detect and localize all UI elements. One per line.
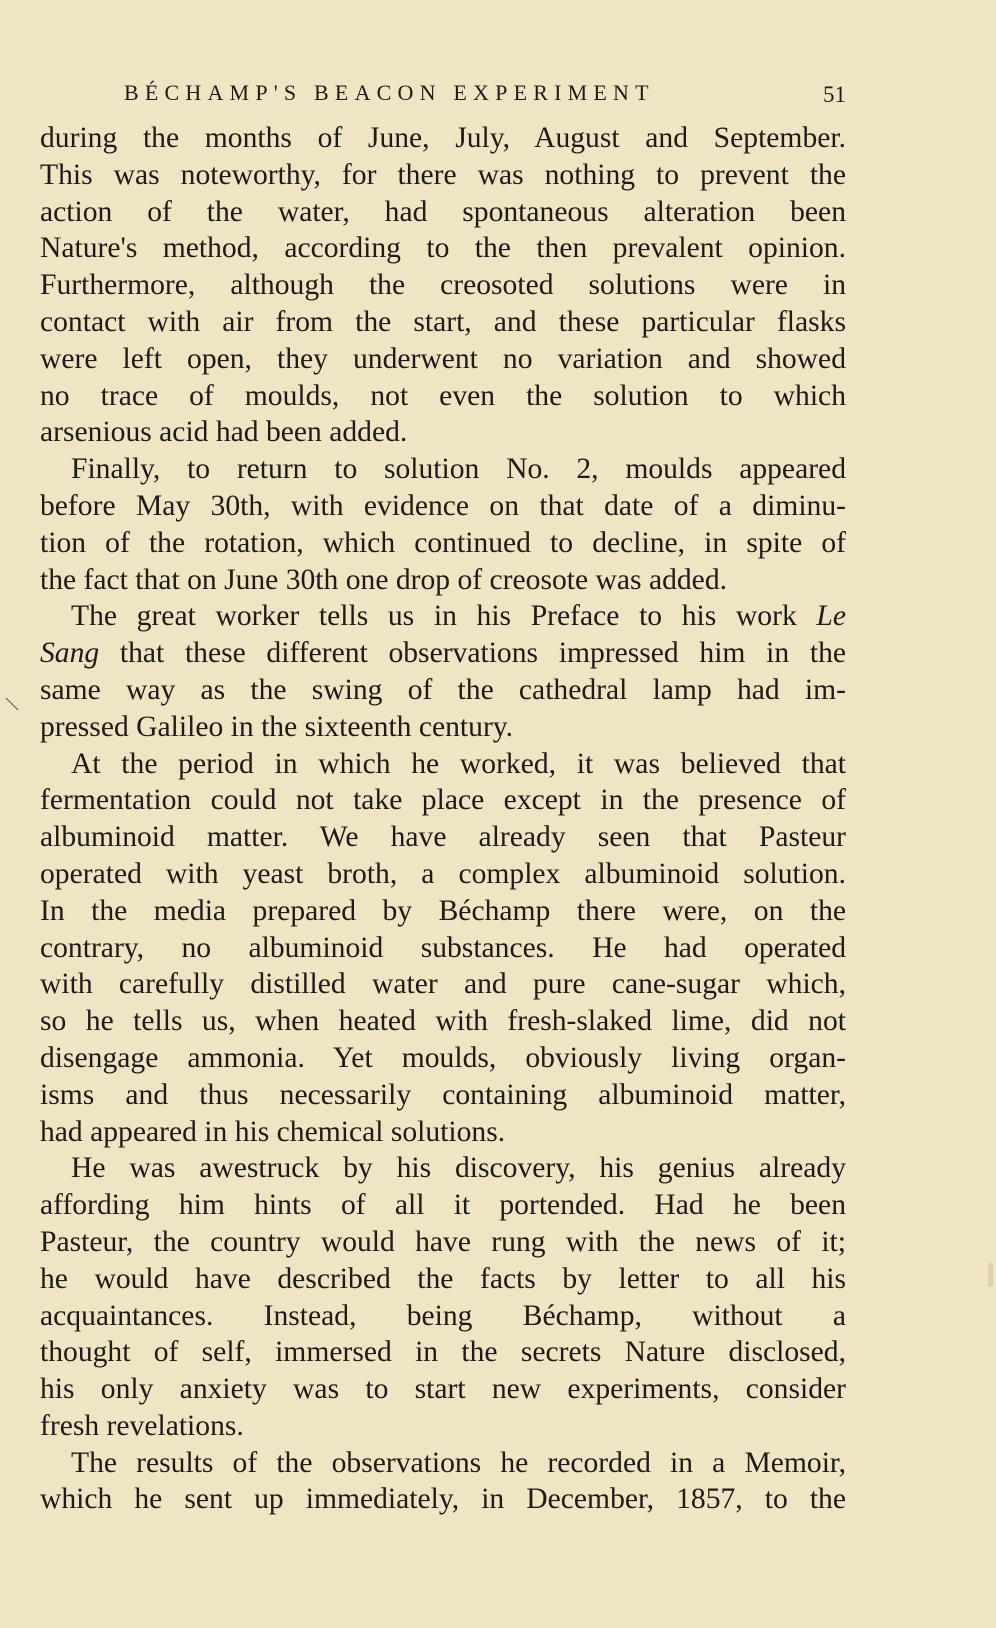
running-head: [124, 76, 844, 110]
text-line: tion of the rotation, which continued to decline, in spite of: [40, 526, 846, 559]
text-line: disengage ammonia. Yet moulds, obviously living organ-: [40, 1041, 846, 1074]
text-line: The results of the observations he recorded in a Memoir,: [71, 1446, 846, 1479]
text-line: Nature's method, according to the then prevalent opinion.: [40, 232, 846, 265]
text-line: he would have described the facts by letter to all his: [40, 1262, 846, 1295]
text-line: fresh revelations.: [40, 1409, 244, 1442]
page-number: 51: [823, 82, 846, 107]
text-line: arsenious acid had been added.: [40, 416, 408, 449]
text-line: no trace of moulds, not even the solution to which: [40, 379, 846, 412]
text-line: Pasteur, the country would have rung with the news of it;: [40, 1225, 846, 1258]
text-line: contact with air from the start, and these particular flasks: [40, 305, 846, 338]
text-line: The great worker tells us in his Preface to his work Le: [71, 600, 846, 633]
text-line: which he sent up immediately, in December, 1857, to the: [40, 1483, 846, 1516]
text-line: At the period in which he worked, it was believed that: [71, 747, 846, 780]
text-line: He was awestruck by his discovery, his genius already: [71, 1152, 846, 1185]
text-line: during the months of June, July, August and September.: [40, 122, 846, 154]
text-line: action of the water, had spontaneous alteration been: [40, 195, 846, 228]
text-line: isms and thus necessarily containing albuminoid matter,: [40, 1078, 846, 1111]
text-line: were left open, they underwent no variation and showed: [40, 342, 846, 375]
text-line: with carefully distilled water and pure cane-sugar which,: [40, 968, 846, 1001]
text-line: Finally, to return to solution No. 2, moulds appeared: [71, 453, 846, 486]
margin-pencil-mark: [5, 697, 19, 711]
text-line: had appeared in his chemical solutions.: [40, 1115, 506, 1148]
page-edge-mark: [988, 1263, 993, 1287]
text-line: This was noteworthy, for there was nothing to prevent the: [40, 158, 846, 191]
text-line: same way as the swing of the cathedral lamp had im-: [40, 673, 846, 706]
text-line: affording him hints of all it portended. Had he been: [40, 1189, 846, 1222]
running-title: BÉCHAMP'S BEACON EXPERIMENT: [124, 80, 655, 105]
text-line: his only anxiety was to start new experiments, consider: [40, 1373, 846, 1406]
text-line: acquaintances. Instead, being Béchamp, without a: [40, 1299, 846, 1332]
text-line: pressed Galileo in the sixteenth century.: [40, 710, 514, 743]
book-title-italic: Le: [816, 600, 846, 633]
text-line: Sang that these different observations impressed him in the: [40, 637, 846, 670]
text-line: contrary, no albuminoid substances. He had operated: [40, 931, 846, 964]
text-line: so he tells us, when heated with fresh-slaked lime, did not: [40, 1005, 846, 1038]
text-line: operated with yeast broth, a complex albuminoid solution.: [40, 857, 846, 890]
book-title-italic: Sang: [40, 637, 100, 670]
text-line: the fact that on June 30th one drop of creosote was added.: [40, 563, 728, 596]
body-text: [40, 120, 846, 1518]
text-line: albuminoid matter. We have already seen that Pasteur: [40, 821, 846, 854]
text-line: In the media prepared by Béchamp there were, on the: [40, 894, 846, 927]
text-line: before May 30th, with evidence on that date of a diminu-: [40, 489, 846, 522]
text-line: thought of self, immersed in the secrets Nature disclosed,: [40, 1336, 846, 1369]
text-line: Furthermore, although the creosoted solutions were in: [40, 269, 846, 302]
text-line: fermentation could not take place except in the presence of: [40, 784, 846, 817]
